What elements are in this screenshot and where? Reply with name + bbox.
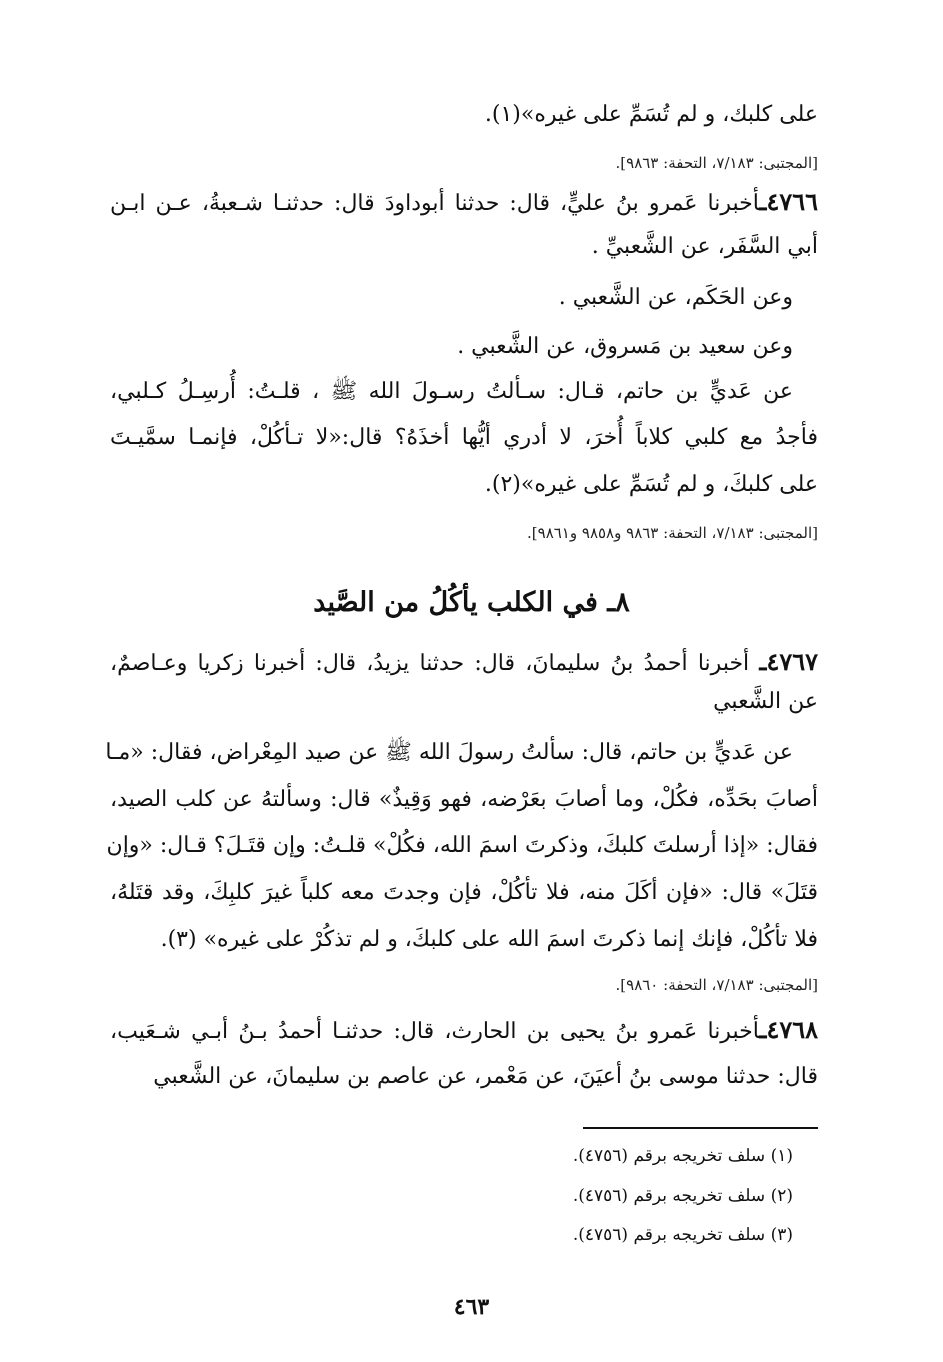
- footnote: (٢) سلف تخريجه برقم (٤٧٥٦).: [572, 1186, 793, 1206]
- section-heading: ٨ـ في الكلب يأكُلُ من الصَّيد: [313, 587, 630, 618]
- hadith-4767-line: [110, 642, 818, 684]
- reference-note: [المجتبى: ٧/١٨٣، التحفة: ٩٨٦٠].: [615, 976, 818, 994]
- hadith-number: ٤٧٦٨ـ: [759, 1015, 818, 1044]
- text-line: عن الشَّعبي: [713, 689, 818, 714]
- footnote: (٣) سلف تخريجه برقم (٤٧٥٦).: [572, 1225, 793, 1245]
- text-line: فأجدُ مع كلبي كلاباً أُخرَ، لا أدري أيُّها أخذَهُ؟ قال:«لا تـأكُلْ، فإنمـا سمَّيـتَ: [110, 425, 818, 450]
- hadith-number: ٤٧٦٦ـ: [759, 187, 818, 216]
- text-line: على كلبك، و لم تُسَمِّ على غيره»(١).: [484, 102, 818, 127]
- text-line: قتَلَ» قال: «فإن أكَلَ منه، فلا تأكُلْ، فإن وجدتَ معه كلباً غيرَ كلبِكَ، وقد قتَلهُ،: [110, 880, 818, 905]
- reference-note: [المجتبى: ٧/١٨٣، التحفة: ٩٨٦٣].: [615, 154, 818, 172]
- hadith-4766-line: [110, 182, 818, 224]
- footnote: (١) سلف تخريجه برقم (٤٧٥٦).: [572, 1146, 793, 1166]
- text-line: أصابَ بحَدِّه، فكُلْ، وما أصابَ بعَرْضه، فهو وَقِيذٌ» قال: وسألتهُ عن كلب الصيد،: [110, 787, 818, 812]
- text-line: فقال: «إذا أرسلتَ كلبكَ، وذكرتَ اسمَ الله، فكُلْ» قلـتُ: وإن قتَـلَ؟ قـال: «وإن: [106, 833, 818, 858]
- text-line: قال: حدثنا موسى بنُ أعيَنَ، عن مَعْمر، عن عاصم بن سليمانَ، عن الشَّعبي: [153, 1064, 818, 1089]
- text-line: أبي السَّفَر، عن الشَّعبيِّ .: [591, 234, 818, 259]
- reference-note: [المجتبى: ٧/١٨٣، التحفة: ٩٨٦٣ و٩٨٥٨ و٩٨٦١].: [527, 524, 818, 542]
- hadith-text: أخبرنا أحمدُ بنُ سليمانَ، قال: حدثنا يزيدُ، قال: أخبرنا زكريا وعـاصمٌ،: [110, 651, 760, 676]
- hadith-text: أخبرنا عَمرو بنُ يحيى بن الحارث، قال: حدثنـا أحمدُ بـنُ أبـي شـعَيب،: [110, 1019, 760, 1044]
- hadith-text: أخبرنا عَمرو بنُ عليٍّ، قال: حدثنا أبوداودَ قال: حدثنـا شـعبةُ، عـن ابـن: [110, 191, 760, 216]
- text-line: على كلبكَ، و لم تُسَمِّ على غيره»(٢).: [484, 472, 818, 497]
- text-line: وعن الحَكَم، عن الشَّعبي .: [558, 285, 793, 310]
- hadith-number: ٤٧٦٧ـ: [759, 647, 818, 676]
- page-number: ٤٦٣: [453, 1294, 490, 1320]
- text-line: عن عَديٍّ بن حاتم، قال: سألتُ رسولَ الله ﷺ عن صيد المِعْراض، فقال: «مـا: [105, 740, 793, 765]
- footnote-divider: [583, 1127, 818, 1129]
- hadith-4768-line: [110, 1010, 818, 1052]
- text-line: فلا تأكُلْ، فإنك إنما ذكرتَ اسمَ الله على كلبكَ، و لم تذكُرْ على غيره» (٣).: [160, 927, 818, 952]
- text-line: وعن سعيد بن مَسروق، عن الشَّعبي .: [457, 334, 793, 359]
- text-line: عن عَديٍّ بن حاتم، قـال: سـألتُ رسـولَ الله ﷺ ، قلـتُ: أُرسِـلُ كـلبي،: [110, 379, 793, 404]
